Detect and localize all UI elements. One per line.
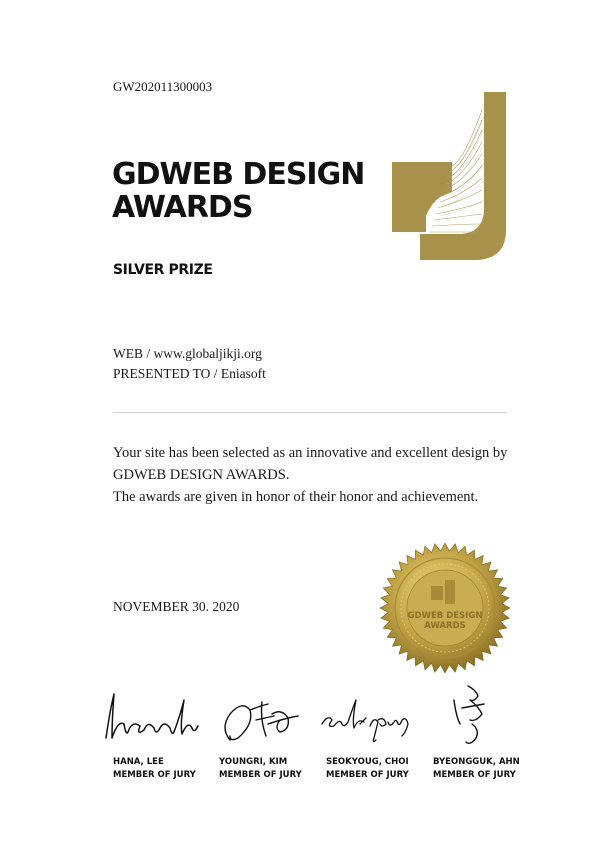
certificate-id: GW202011300003 <box>113 79 213 94</box>
jury-role: MEMBER OF JURY <box>113 770 196 780</box>
seal-text-line1: GDWEB DESIGN <box>407 611 483 621</box>
award-title-line2: AWARDS <box>112 190 253 225</box>
prize-label: SILVER PRIZE <box>113 262 213 278</box>
award-title-line1: GDWEB DESIGN <box>112 157 365 192</box>
jury-role: MEMBER OF JURY <box>433 770 516 780</box>
jury-member-3 <box>326 756 409 782</box>
award-date: NOVEMBER 30. 2020 <box>113 599 240 614</box>
divider <box>113 412 507 413</box>
jury-member-4 <box>433 756 520 782</box>
signature-hana-lee <box>100 680 210 750</box>
jury-member-2 <box>219 756 302 782</box>
gold-seal <box>379 542 511 674</box>
signature-youngri-kim <box>216 680 326 750</box>
jury-name: SEOKYOUG, CHOI <box>326 757 409 767</box>
jury-role: MEMBER OF JURY <box>326 770 409 780</box>
seal-text-line2: AWARDS <box>424 621 466 631</box>
message-line-2: GDWEB DESIGN AWARDS. <box>113 467 290 483</box>
signature-seokyoug-choi <box>316 680 426 750</box>
jury-name: HANA, LEE <box>113 757 164 767</box>
message-line-3: The awards are given in honor of their honor and achievement. <box>113 489 479 505</box>
jury-role: MEMBER OF JURY <box>219 770 302 780</box>
jury-member-1 <box>113 756 196 782</box>
award-category: WEB / www.globaljikji.org <box>113 346 262 361</box>
gdweb-logo <box>390 90 508 262</box>
jury-name: BYEONGGUK, AHN <box>433 757 520 767</box>
signature-byeongguk-ahn <box>442 680 552 750</box>
jury-name: YOUNGRI, KIM <box>219 757 288 767</box>
award-message <box>113 442 513 508</box>
award-info <box>113 344 266 384</box>
message-line-1: Your site has been selected as an innovative and excellent design by <box>113 445 508 461</box>
presented-to: PRESENTED TO / Eniasoft <box>113 366 266 381</box>
award-title <box>112 158 372 224</box>
